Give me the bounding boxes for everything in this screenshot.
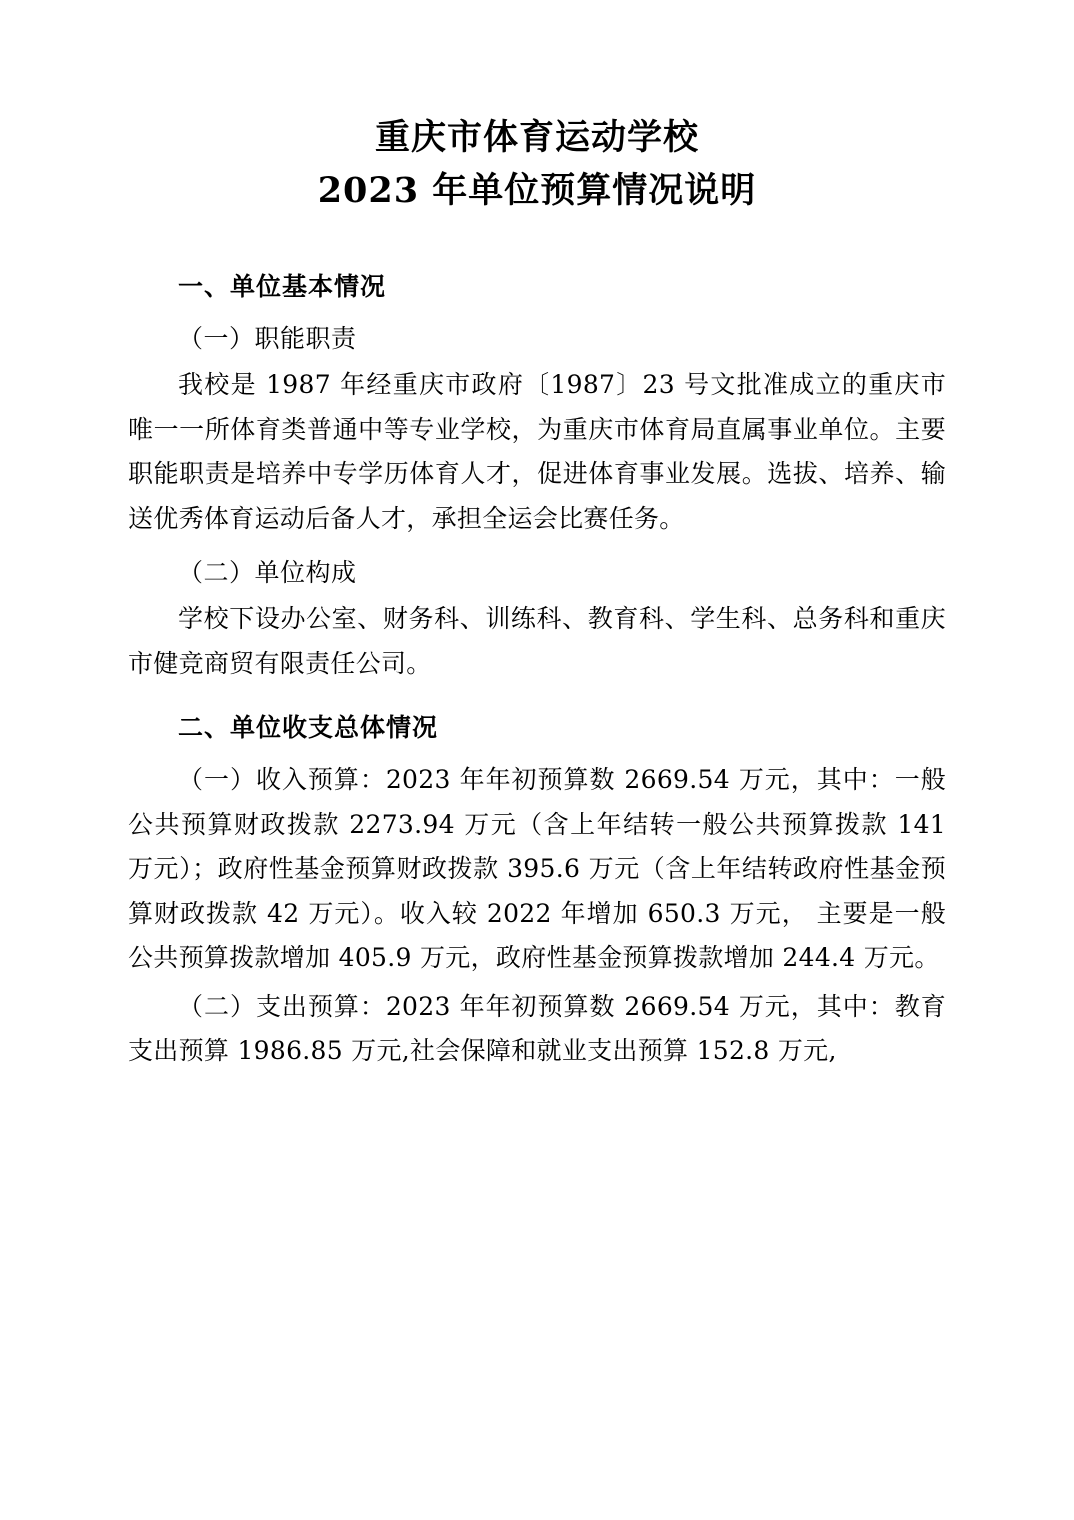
paragraph-duties: 我校是 1987 年经重庆市政府〔1987〕23 号文批准成立的重庆市唯一一所体育类普通中等专业学校，为重庆市体育局直属事业单位。主要职能职责是培养中专学历体育人才，促进体育事业发展。选拔、培养、输送优秀体育运动后备人才，承担全运会比赛任务。 bbox=[128, 370, 946, 533]
paragraph-composition: 学校下设办公室、财务科、训练科、教育科、学生科、总务科和重庆市健竞商贸有限责任公司。 bbox=[128, 604, 946, 678]
subsection-heading-1-1: （一）职能职责 bbox=[178, 324, 357, 353]
section-heading-2: 二、单位收支总体情况 bbox=[178, 713, 439, 742]
page-title-line-2: 2023 年单位预算情况说明 bbox=[317, 169, 757, 211]
page-title-line-1: 重庆市体育运动学校 bbox=[374, 117, 699, 158]
subsection-heading-1-2: （二）单位构成 bbox=[178, 558, 357, 587]
paragraph-revenue-budget: （一）收入预算：2023 年年初预算数 2669.54 万元，其中：一般公共预算财政拨款 2273.94 万元（含上年结转一般公共预算拨款 141 万元）；政府性基金预算财政拨款 395.6 万元（含上年结转政府性基金预算财政拨款 42 万元）。收入较 2022 年增加 650.3 万元， 主要是一般公共预算拨款增加 405.9 万元，政府性基金预算拨款增加 244.4 万元。 bbox=[128, 765, 946, 972]
page-title bbox=[128, 112, 946, 217]
paragraph-expenditure-budget: （二）支出预算：2023 年年初预算数 2669.54 万元，其中：教育支出预算 1986.85 万元,社会保障和就业支出预算 152.8 万元, bbox=[128, 991, 946, 1065]
section-heading-1: 一、单位基本情况 bbox=[178, 272, 387, 301]
